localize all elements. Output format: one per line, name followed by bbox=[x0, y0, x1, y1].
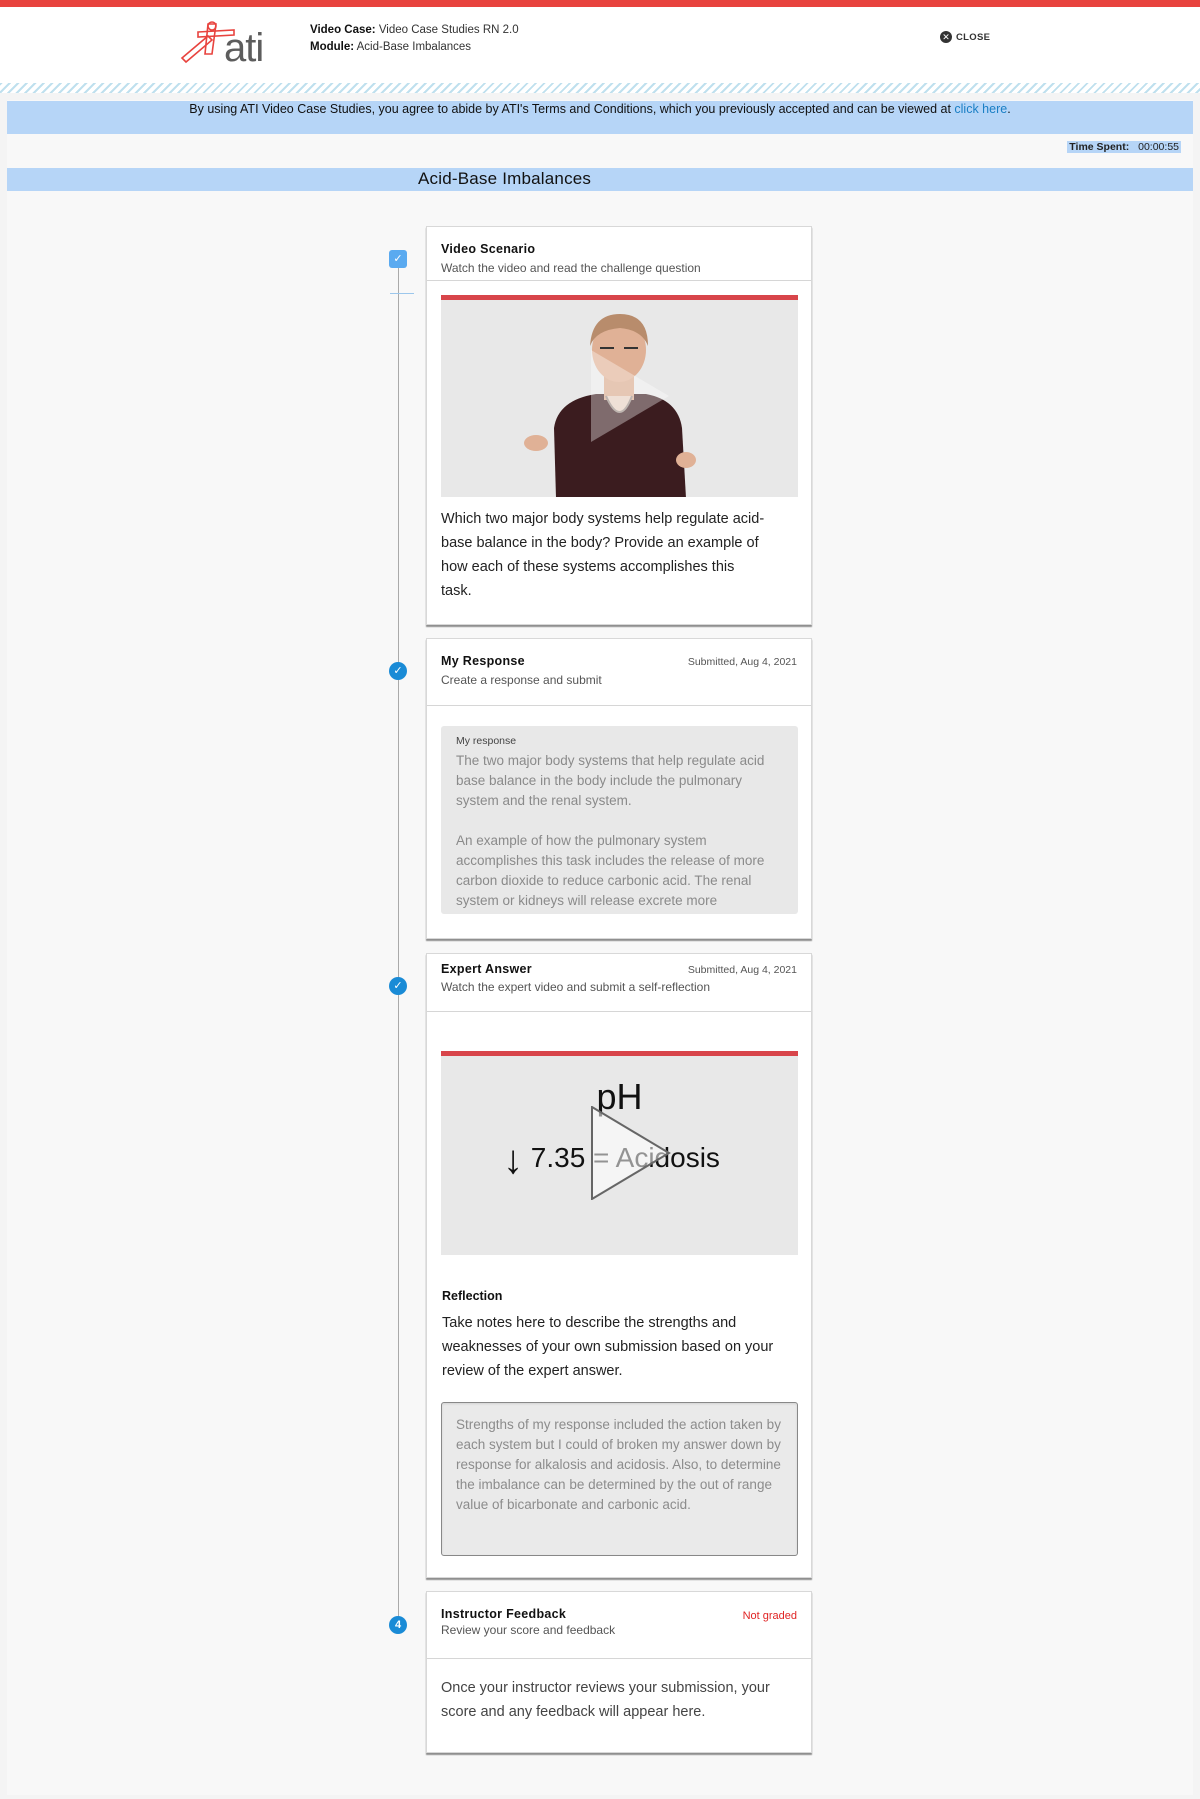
time-spent-label: Time Spent: bbox=[1069, 141, 1130, 153]
step-2-check-icon: ✓ bbox=[389, 662, 407, 680]
time-spent-value: 00:00:55 bbox=[1138, 141, 1179, 153]
close-button[interactable] bbox=[940, 31, 990, 43]
instructor-feedback-card bbox=[426, 1591, 812, 1753]
my-response-box-label: My response bbox=[456, 735, 517, 747]
close-icon: ✕ bbox=[940, 31, 952, 43]
terms-link[interactable]: click here bbox=[954, 102, 1008, 116]
expert-answer-title: Expert Answer bbox=[441, 962, 532, 976]
video-case-label: Video Case: bbox=[310, 24, 376, 36]
terms-end: . bbox=[1007, 102, 1011, 116]
terms-message: By using ATI Video Case Studies, you agree to abide by ATI's Terms and Conditions, which you previously accepted and can be viewed at bbox=[189, 102, 955, 116]
scenario-video-player[interactable] bbox=[441, 295, 798, 497]
video-scenario-subtitle: Watch the video and read the challenge question bbox=[441, 261, 701, 275]
feedback-message: Once your instructor reviews your submission, your score and any feedback will appear here. bbox=[441, 1680, 770, 1720]
video-ph-value: 7.35 bbox=[530, 1142, 586, 1173]
card-divider bbox=[427, 1011, 811, 1012]
timeline-marker bbox=[390, 293, 414, 294]
my-response-title: My Response bbox=[441, 654, 525, 668]
reflection-prompt: Take notes here to describe the strengths and weaknesses of your own submission based on your review of the expert answer. bbox=[442, 1315, 774, 1379]
down-arrow-icon: ↓ bbox=[503, 1138, 523, 1182]
my-response-subtitle: Create a response and submit bbox=[441, 673, 602, 687]
video-acidosis-text: = Acidosis bbox=[585, 1142, 720, 1173]
instructor-feedback-subtitle: Review your score and feedback bbox=[441, 1623, 616, 1637]
video-scenario-card bbox=[426, 226, 812, 625]
card-divider bbox=[427, 1658, 811, 1659]
module-label: Module: bbox=[310, 41, 355, 53]
instructor-feedback-title: Instructor Feedback bbox=[441, 1607, 567, 1621]
module-line bbox=[310, 41, 471, 53]
my-response-box bbox=[441, 726, 798, 914]
video-scenario-title: Video Scenario bbox=[441, 242, 536, 256]
my-response-submitted: Submitted, Aug 4, 2021 bbox=[687, 656, 797, 668]
step-4-number: 4 bbox=[389, 1616, 407, 1634]
grade-status: Not graded bbox=[742, 1610, 797, 1622]
module-value: Acid-Base Imbalances bbox=[356, 41, 472, 53]
play-icon[interactable] bbox=[591, 350, 669, 442]
challenge-question: Which two major body systems help regulate acid-base balance in the body? Provide an example of how each of these systems accomplishes this task. bbox=[441, 511, 765, 599]
my-response-text: The two major body systems that help regulate acid base balance in the body include the pulmonary system and the renal system. An example of how the pulmonary system accomplishes this task includes the release of more carbon dioxide to reduce carbonic acid. The renal system or kidneys will release excrete more bbox=[456, 753, 765, 908]
my-response-card bbox=[426, 638, 812, 939]
time-spent bbox=[1067, 141, 1181, 153]
timeline-line bbox=[398, 258, 399, 1625]
video-case-value: Video Case Studies RN 2.0 bbox=[378, 24, 519, 36]
card-divider bbox=[427, 280, 811, 281]
ati-logo-text: ati bbox=[224, 26, 264, 70]
play-outline-icon bbox=[591, 1106, 671, 1200]
card-divider bbox=[427, 705, 811, 706]
expert-answer-subtitle: Watch the expert video and submit a self-reflection bbox=[441, 980, 711, 994]
expert-answer-submitted: Submitted, Aug 4, 2021 bbox=[687, 964, 797, 976]
expert-answer-card bbox=[426, 953, 812, 1578]
video-ph-heading: pH bbox=[596, 1076, 643, 1117]
reflection-text: Strengths of my response included the action taken by each system but I could of broken my answer down by response for alkalosis and acidosis. Also, to determine the imbalance can be determined by the out of range value of bicarbonate and carbonic acid. bbox=[456, 1417, 781, 1512]
video-case-line bbox=[310, 24, 519, 36]
top-accent-bar bbox=[0, 0, 1200, 7]
expert-video-player[interactable] bbox=[441, 1051, 798, 1255]
close-label: CLOSE bbox=[956, 31, 991, 43]
step-1-check-icon: ✓ bbox=[389, 250, 407, 268]
terms-text bbox=[7, 102, 1193, 116]
page-title: Acid-Base Imbalances bbox=[418, 169, 592, 188]
reflection-textarea[interactable] bbox=[441, 1402, 798, 1556]
step-3-check-icon: ✓ bbox=[389, 977, 407, 995]
reflection-title: Reflection bbox=[442, 1289, 503, 1303]
module-title-bar bbox=[7, 168, 1193, 191]
header-divider bbox=[0, 83, 1200, 93]
